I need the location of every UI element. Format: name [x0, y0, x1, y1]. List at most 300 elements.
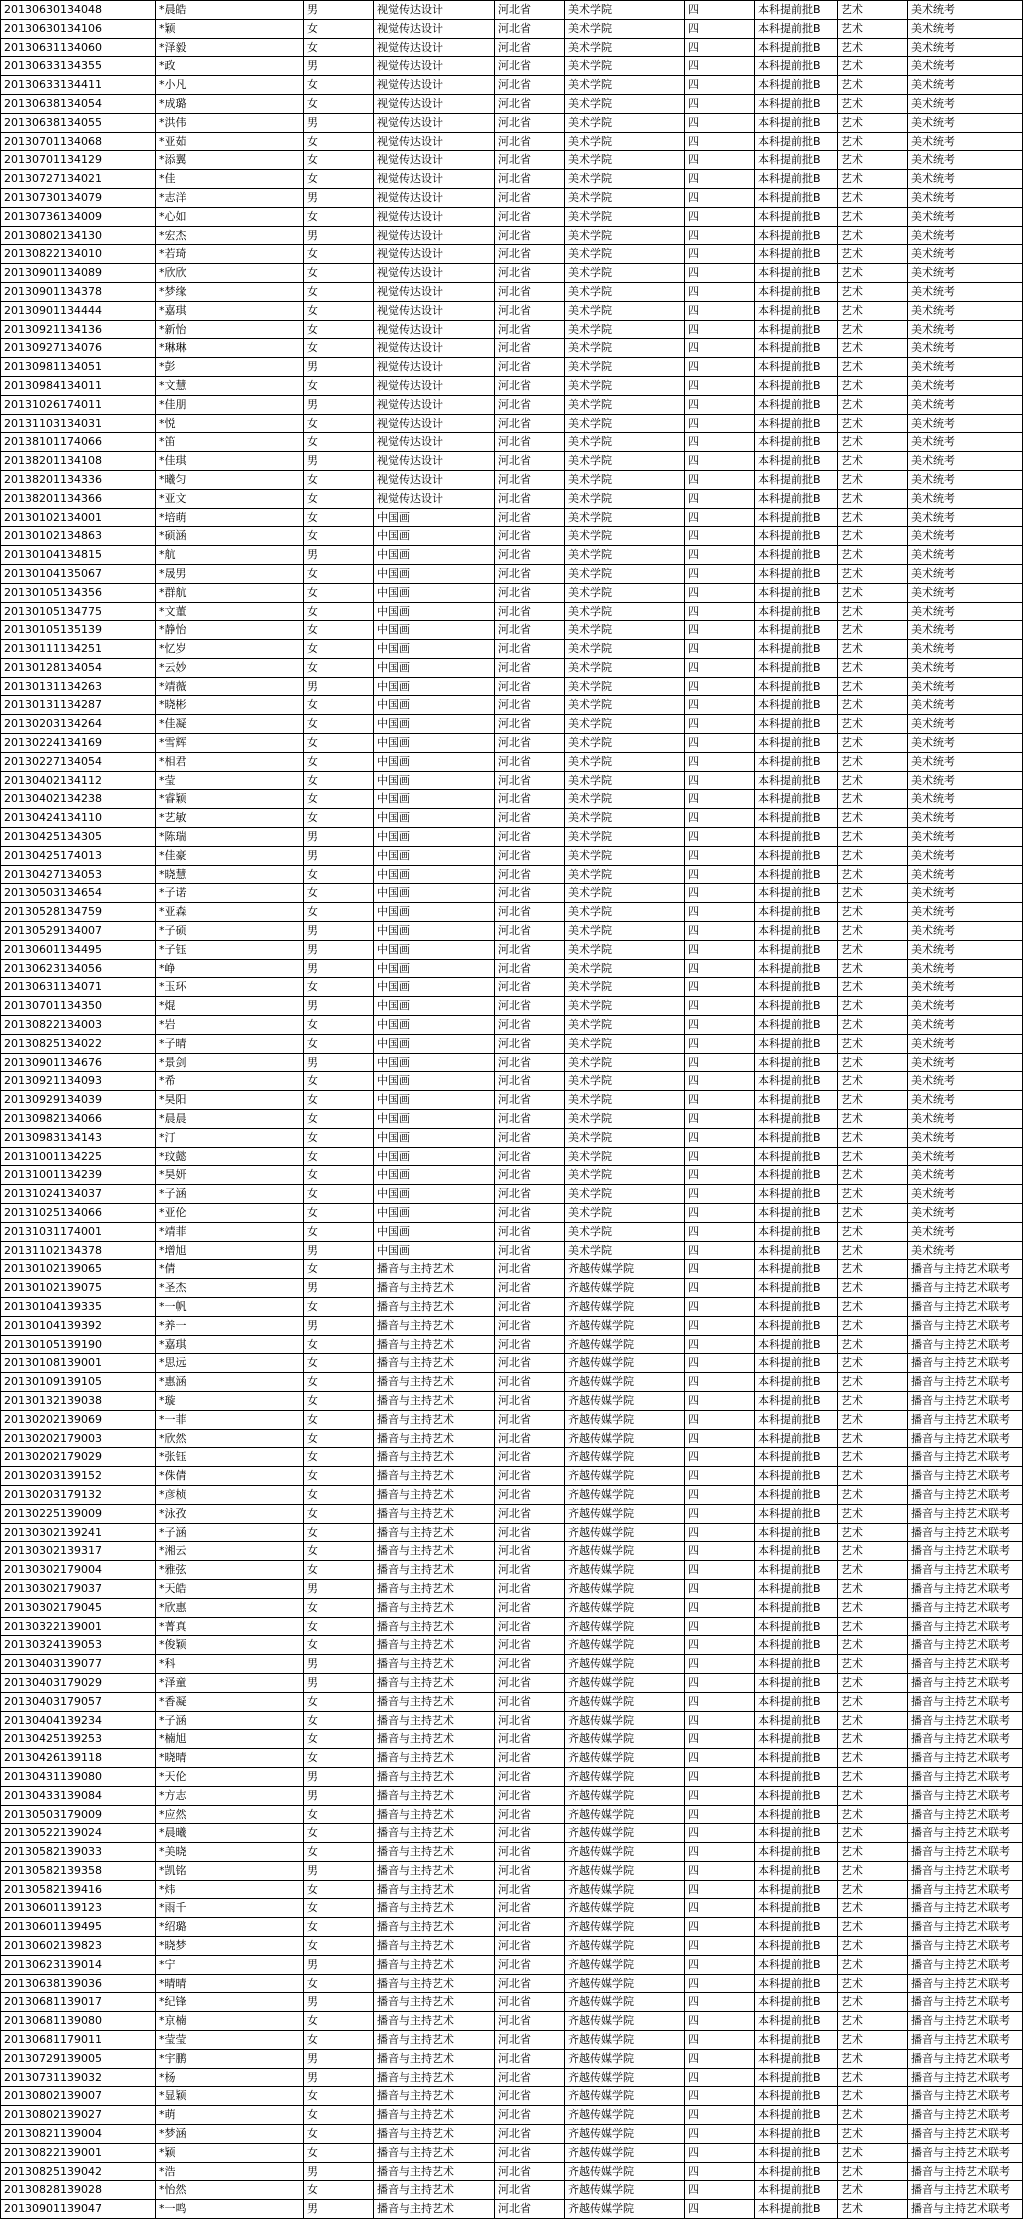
cell-batch: 本科提前批B: [755, 358, 838, 376]
table-row: [1, 1824, 1023, 1843]
cell-exam-type: 播音与主持艺术联考: [908, 1975, 1023, 1993]
cell-batch: 本科提前批B: [755, 321, 838, 339]
cell-batch: 本科提前批B: [755, 2012, 838, 2030]
cell-batch: 本科提前批B: [755, 1204, 838, 1222]
cell-student-name: *宁: [156, 1956, 304, 1974]
cell-province: 河北省: [495, 678, 565, 696]
cell-batch: 本科提前批B: [755, 471, 838, 489]
cell-province: 河北省: [495, 1824, 565, 1842]
cell-duration: 四: [685, 1843, 755, 1861]
table-row: [1, 1392, 1023, 1411]
cell-student-name: *炜: [156, 1881, 304, 1899]
cell-college: 美术学院: [565, 339, 685, 357]
cell-batch: 本科提前批B: [755, 2069, 838, 2087]
cell-college: 齐越传媒学院: [565, 1993, 685, 2011]
cell-category: 艺术: [838, 527, 908, 545]
table-row: [1, 1899, 1023, 1918]
cell-major: 播音与主持艺术: [374, 1260, 495, 1278]
table-row: [1, 790, 1023, 809]
cell-gender: 女: [304, 527, 374, 545]
cell-batch: 本科提前批B: [755, 1223, 838, 1241]
cell-exam-number: 20130701134350: [1, 997, 156, 1015]
cell-major: 视觉传达设计: [374, 76, 495, 94]
cell-exam-type: 播音与主持艺术联考: [908, 1317, 1023, 1335]
cell-duration: 四: [685, 790, 755, 808]
cell-gender: 女: [304, 1937, 374, 1955]
cell-student-name: *新怡: [156, 321, 304, 339]
cell-province: 河北省: [495, 283, 565, 301]
cell-duration: 四: [685, 321, 755, 339]
cell-gender: 女: [304, 509, 374, 527]
cell-batch: 本科提前批B: [755, 1712, 838, 1730]
cell-batch: 本科提前批B: [755, 659, 838, 677]
cell-duration: 四: [685, 1035, 755, 1053]
cell-student-name: *峥: [156, 960, 304, 978]
cell-major: 视觉传达设计: [374, 20, 495, 38]
cell-student-name: *焜: [156, 997, 304, 1015]
cell-batch: 本科提前批B: [755, 39, 838, 57]
cell-college: 美术学院: [565, 1223, 685, 1241]
cell-exam-number: 20130681139080: [1, 2012, 156, 2030]
cell-student-name: *璇: [156, 1392, 304, 1410]
table-row: [1, 1542, 1023, 1561]
cell-exam-type: 美术统考: [908, 396, 1023, 414]
cell-gender: 男: [304, 1787, 374, 1805]
cell-gender: 男: [304, 1, 374, 19]
cell-exam-number: 20131102134378: [1, 1242, 156, 1260]
cell-major: 中国画: [374, 565, 495, 583]
cell-exam-type: 播音与主持艺术联考: [908, 1843, 1023, 1861]
cell-college: 美术学院: [565, 809, 685, 827]
cell-college: 齐越传媒学院: [565, 2031, 685, 2049]
cell-gender: 女: [304, 1185, 374, 1203]
cell-duration: 四: [685, 1524, 755, 1542]
cell-gender: 女: [304, 584, 374, 602]
cell-gender: 女: [304, 1749, 374, 1767]
cell-gender: 女: [304, 1373, 374, 1391]
cell-major: 视觉传达设计: [374, 227, 495, 245]
cell-batch: 本科提前批B: [755, 283, 838, 301]
cell-category: 艺术: [838, 546, 908, 564]
cell-college: 美术学院: [565, 1091, 685, 1109]
cell-province: 河北省: [495, 1166, 565, 1184]
table-row: [1, 189, 1023, 208]
cell-student-name: *子硕: [156, 922, 304, 940]
cell-student-name: *圣杰: [156, 1279, 304, 1297]
cell-gender: 女: [304, 2087, 374, 2105]
cell-college: 美术学院: [565, 941, 685, 959]
cell-duration: 四: [685, 1204, 755, 1222]
table-row: [1, 1148, 1023, 1167]
cell-college: 齐越传媒学院: [565, 2144, 685, 2162]
cell-college: 美术学院: [565, 734, 685, 752]
cell-gender: 女: [304, 1411, 374, 1429]
cell-province: 河北省: [495, 1185, 565, 1203]
cell-duration: 四: [685, 396, 755, 414]
cell-college: 齐越传媒学院: [565, 1975, 685, 1993]
cell-exam-type: 播音与主持艺术联考: [908, 1392, 1023, 1410]
cell-student-name: *琳琳: [156, 339, 304, 357]
table-row: [1, 1749, 1023, 1768]
cell-batch: 本科提前批B: [755, 1881, 838, 1899]
cell-batch: 本科提前批B: [755, 1730, 838, 1748]
cell-college: 美术学院: [565, 189, 685, 207]
table-row: [1, 621, 1023, 640]
cell-college: 齐越传媒学院: [565, 2087, 685, 2105]
cell-major: 中国画: [374, 1035, 495, 1053]
cell-category: 艺术: [838, 790, 908, 808]
cell-category: 艺术: [838, 321, 908, 339]
cell-exam-number: 20130631134071: [1, 978, 156, 996]
table-row: [1, 546, 1023, 565]
cell-exam-number: 20130403139077: [1, 1655, 156, 1673]
cell-major: 播音与主持艺术: [374, 1317, 495, 1335]
cell-category: 艺术: [838, 490, 908, 508]
cell-gender: 女: [304, 2144, 374, 2162]
cell-category: 艺术: [838, 1336, 908, 1354]
cell-category: 艺术: [838, 1148, 908, 1166]
cell-batch: 本科提前批B: [755, 941, 838, 959]
cell-province: 河北省: [495, 1524, 565, 1542]
cell-gender: 女: [304, 20, 374, 38]
cell-student-name: *添翼: [156, 151, 304, 169]
cell-province: 河北省: [495, 20, 565, 38]
cell-exam-number: 20130128134054: [1, 659, 156, 677]
cell-major: 中国画: [374, 715, 495, 733]
table-row: [1, 696, 1023, 715]
cell-exam-type: 播音与主持艺术联考: [908, 1298, 1023, 1316]
cell-duration: 四: [685, 903, 755, 921]
cell-category: 艺术: [838, 1373, 908, 1391]
cell-gender: 女: [304, 1392, 374, 1410]
cell-college: 美术学院: [565, 20, 685, 38]
table-row: [1, 95, 1023, 114]
cell-exam-number: 20130403179057: [1, 1693, 156, 1711]
cell-college: 美术学院: [565, 95, 685, 113]
cell-batch: 本科提前批B: [755, 151, 838, 169]
cell-major: 中国画: [374, 1185, 495, 1203]
cell-province: 河北省: [495, 1937, 565, 1955]
cell-duration: 四: [685, 1899, 755, 1917]
cell-province: 河北省: [495, 1505, 565, 1523]
cell-student-name: *相君: [156, 753, 304, 771]
cell-duration: 四: [685, 1693, 755, 1711]
cell-exam-number: 20130731139032: [1, 2069, 156, 2087]
cell-major: 播音与主持艺术: [374, 1674, 495, 1692]
cell-major: 中国画: [374, 922, 495, 940]
cell-student-name: *彦桢: [156, 1486, 304, 1504]
cell-gender: 女: [304, 2031, 374, 2049]
cell-gender: 男: [304, 114, 374, 132]
table-row: [1, 1298, 1023, 1317]
cell-province: 河北省: [495, 321, 565, 339]
cell-batch: 本科提前批B: [755, 1693, 838, 1711]
cell-major: 中国画: [374, 1223, 495, 1241]
cell-student-name: *彭: [156, 358, 304, 376]
cell-college: 齐越传媒学院: [565, 1354, 685, 1372]
cell-major: 播音与主持艺术: [374, 1749, 495, 1767]
cell-batch: 本科提前批B: [755, 1806, 838, 1824]
cell-exam-number: 20130102134001: [1, 509, 156, 527]
cell-province: 河北省: [495, 39, 565, 57]
cell-batch: 本科提前批B: [755, 1561, 838, 1579]
cell-batch: 本科提前批B: [755, 377, 838, 395]
cell-exam-number: 20131103134031: [1, 415, 156, 433]
cell-province: 河北省: [495, 2050, 565, 2068]
cell-batch: 本科提前批B: [755, 2181, 838, 2199]
cell-exam-type: 播音与主持艺术联考: [908, 1411, 1023, 1429]
cell-college: 齐越传媒学院: [565, 1542, 685, 1560]
cell-duration: 四: [685, 1580, 755, 1598]
table-row: [1, 603, 1023, 622]
cell-college: 美术学院: [565, 1035, 685, 1053]
table-row: [1, 339, 1023, 358]
cell-college: 齐越传媒学院: [565, 1749, 685, 1767]
table-row: [1, 565, 1023, 584]
cell-gender: 男: [304, 1956, 374, 1974]
cell-college: 美术学院: [565, 321, 685, 339]
cell-college: 美术学院: [565, 509, 685, 527]
cell-major: 中国画: [374, 866, 495, 884]
cell-exam-number: 20130701134129: [1, 151, 156, 169]
cell-gender: 女: [304, 1730, 374, 1748]
cell-batch: 本科提前批B: [755, 809, 838, 827]
cell-gender: 女: [304, 1505, 374, 1523]
cell-major: 播音与主持艺术: [374, 2031, 495, 2049]
cell-category: 艺术: [838, 2200, 908, 2218]
cell-province: 河北省: [495, 640, 565, 658]
cell-student-name: *雅弦: [156, 1561, 304, 1579]
cell-major: 中国画: [374, 1016, 495, 1034]
cell-duration: 四: [685, 2125, 755, 2143]
cell-province: 河北省: [495, 1035, 565, 1053]
table-row: [1, 39, 1023, 58]
cell-category: 艺术: [838, 2050, 908, 2068]
cell-province: 河北省: [495, 790, 565, 808]
cell-category: 艺术: [838, 20, 908, 38]
cell-batch: 本科提前批B: [755, 2087, 838, 2105]
table-row: [1, 433, 1023, 452]
cell-college: 美术学院: [565, 490, 685, 508]
cell-gender: 女: [304, 734, 374, 752]
cell-major: 中国画: [374, 847, 495, 865]
cell-exam-type: 美术统考: [908, 1, 1023, 19]
cell-major: 视觉传达设计: [374, 151, 495, 169]
cell-student-name: *显颖: [156, 2087, 304, 2105]
cell-exam-type: 播音与主持艺术联考: [908, 1260, 1023, 1278]
cell-gender: 女: [304, 321, 374, 339]
cell-batch: 本科提前批B: [755, 1580, 838, 1598]
cell-duration: 四: [685, 1166, 755, 1184]
cell-batch: 本科提前批B: [755, 114, 838, 132]
table-row: [1, 1260, 1023, 1279]
cell-province: 河北省: [495, 1354, 565, 1372]
cell-exam-type: 美术统考: [908, 734, 1023, 752]
cell-gender: 女: [304, 753, 374, 771]
cell-province: 河北省: [495, 2069, 565, 2087]
cell-duration: 四: [685, 1129, 755, 1147]
cell-category: 艺术: [838, 828, 908, 846]
cell-duration: 四: [685, 884, 755, 902]
cell-college: 美术学院: [565, 696, 685, 714]
cell-student-name: *亚森: [156, 903, 304, 921]
cell-major: 播音与主持艺术: [374, 1693, 495, 1711]
cell-province: 河北省: [495, 621, 565, 639]
table-row: [1, 170, 1023, 189]
cell-province: 河北省: [495, 2106, 565, 2124]
cell-batch: 本科提前批B: [755, 1317, 838, 1335]
cell-category: 艺术: [838, 847, 908, 865]
cell-duration: 四: [685, 1956, 755, 1974]
cell-exam-type: 美术统考: [908, 960, 1023, 978]
cell-duration: 四: [685, 1, 755, 19]
cell-exam-type: 美术统考: [908, 339, 1023, 357]
cell-exam-type: 播音与主持艺术联考: [908, 2031, 1023, 2049]
cell-exam-type: 播音与主持艺术联考: [908, 2069, 1023, 2087]
cell-major: 中国画: [374, 1091, 495, 1109]
cell-gender: 男: [304, 1580, 374, 1598]
table-row: [1, 1373, 1023, 1392]
table-row: [1, 678, 1023, 697]
cell-exam-number: 20130203179132: [1, 1486, 156, 1504]
cell-exam-type: 播音与主持艺术联考: [908, 1618, 1023, 1636]
cell-category: 艺术: [838, 584, 908, 602]
cell-province: 河北省: [495, 1806, 565, 1824]
cell-category: 艺术: [838, 1636, 908, 1654]
cell-gender: 女: [304, 471, 374, 489]
cell-college: 齐越传媒学院: [565, 1768, 685, 1786]
table-row: [1, 828, 1023, 847]
cell-college: 美术学院: [565, 828, 685, 846]
cell-exam-number: 20130901134444: [1, 302, 156, 320]
cell-college: 美术学院: [565, 471, 685, 489]
cell-duration: 四: [685, 264, 755, 282]
cell-exam-type: 美术统考: [908, 1035, 1023, 1053]
table-row: [1, 358, 1023, 377]
cell-batch: 本科提前批B: [755, 208, 838, 226]
cell-province: 河北省: [495, 1712, 565, 1730]
cell-exam-type: 播音与主持艺术联考: [908, 1279, 1023, 1297]
cell-major: 播音与主持艺术: [374, 1354, 495, 1372]
cell-batch: 本科提前批B: [755, 2125, 838, 2143]
cell-student-name: *宏杰: [156, 227, 304, 245]
cell-province: 河北省: [495, 2200, 565, 2218]
cell-exam-type: 播音与主持艺术联考: [908, 1561, 1023, 1579]
cell-college: 齐越传媒学院: [565, 1843, 685, 1861]
cell-batch: 本科提前批B: [755, 1956, 838, 1974]
cell-batch: 本科提前批B: [755, 433, 838, 451]
cell-exam-type: 美术统考: [908, 1054, 1023, 1072]
table-row: [1, 640, 1023, 659]
cell-batch: 本科提前批B: [755, 1279, 838, 1297]
cell-exam-number: 20130729139005: [1, 2050, 156, 2068]
cell-student-name: *心如: [156, 208, 304, 226]
cell-batch: 本科提前批B: [755, 2200, 838, 2218]
cell-exam-type: 美术统考: [908, 95, 1023, 113]
cell-duration: 四: [685, 377, 755, 395]
table-row: [1, 715, 1023, 734]
cell-gender: 女: [304, 1806, 374, 1824]
cell-duration: 四: [685, 433, 755, 451]
cell-student-name: *美晓: [156, 1843, 304, 1861]
cell-category: 艺术: [838, 2144, 908, 2162]
cell-exam-number: 20130984134011: [1, 377, 156, 395]
table-row: [1, 452, 1023, 471]
cell-province: 河北省: [495, 2087, 565, 2105]
cell-student-name: *硕涵: [156, 527, 304, 545]
cell-gender: 女: [304, 1561, 374, 1579]
cell-batch: 本科提前批B: [755, 1505, 838, 1523]
cell-gender: 女: [304, 1618, 374, 1636]
cell-exam-number: 20130503134654: [1, 884, 156, 902]
cell-exam-number: 20130426139118: [1, 1749, 156, 1767]
cell-student-name: *文慧: [156, 377, 304, 395]
table-row: [1, 1411, 1023, 1430]
cell-college: 美术学院: [565, 1016, 685, 1034]
cell-exam-type: 美术统考: [908, 20, 1023, 38]
cell-exam-number: 20130623134056: [1, 960, 156, 978]
cell-duration: 四: [685, 1636, 755, 1654]
cell-college: 齐越传媒学院: [565, 1411, 685, 1429]
cell-category: 艺术: [838, 2163, 908, 2181]
cell-exam-number: 20130105135139: [1, 621, 156, 639]
cell-exam-number: 20131001134225: [1, 1148, 156, 1166]
cell-exam-number: 20130302139317: [1, 1542, 156, 1560]
cell-gender: 女: [304, 1918, 374, 1936]
cell-gender: 女: [304, 1975, 374, 1993]
cell-exam-type: 美术统考: [908, 39, 1023, 57]
cell-duration: 四: [685, 527, 755, 545]
table-row: [1, 1336, 1023, 1355]
cell-college: 美术学院: [565, 264, 685, 282]
table-row: [1, 377, 1023, 396]
cell-student-name: *雪辉: [156, 734, 304, 752]
table-row: [1, 133, 1023, 152]
cell-college: 美术学院: [565, 114, 685, 132]
cell-province: 河北省: [495, 1542, 565, 1560]
cell-college: 美术学院: [565, 584, 685, 602]
cell-exam-number: 20138201134108: [1, 452, 156, 470]
cell-college: 齐越传媒学院: [565, 1448, 685, 1466]
cell-exam-number: 20131024134037: [1, 1185, 156, 1203]
cell-major: 播音与主持艺术: [374, 1392, 495, 1410]
cell-exam-number: 20131025134066: [1, 1204, 156, 1222]
cell-major: 中国画: [374, 772, 495, 790]
cell-gender: 女: [304, 1016, 374, 1034]
cell-province: 河北省: [495, 809, 565, 827]
cell-college: 齐越传媒学院: [565, 1298, 685, 1316]
cell-student-name: *成璐: [156, 95, 304, 113]
cell-major: 播音与主持艺术: [374, 1580, 495, 1598]
cell-exam-type: 美术统考: [908, 114, 1023, 132]
cell-batch: 本科提前批B: [755, 1373, 838, 1391]
cell-duration: 四: [685, 1185, 755, 1203]
cell-category: 艺术: [838, 884, 908, 902]
cell-college: 齐越传媒学院: [565, 1486, 685, 1504]
cell-exam-number: 20130132139038: [1, 1392, 156, 1410]
table-row: [1, 1561, 1023, 1580]
table-row: [1, 903, 1023, 922]
cell-major: 播音与主持艺术: [374, 1881, 495, 1899]
cell-gender: 男: [304, 2069, 374, 2087]
cell-exam-number: 20138201134366: [1, 490, 156, 508]
cell-duration: 四: [685, 1467, 755, 1485]
cell-exam-type: 美术统考: [908, 509, 1023, 527]
cell-major: 播音与主持艺术: [374, 2106, 495, 2124]
cell-college: 齐越传媒学院: [565, 1260, 685, 1278]
cell-category: 艺术: [838, 1204, 908, 1222]
cell-college: 美术学院: [565, 1, 685, 19]
